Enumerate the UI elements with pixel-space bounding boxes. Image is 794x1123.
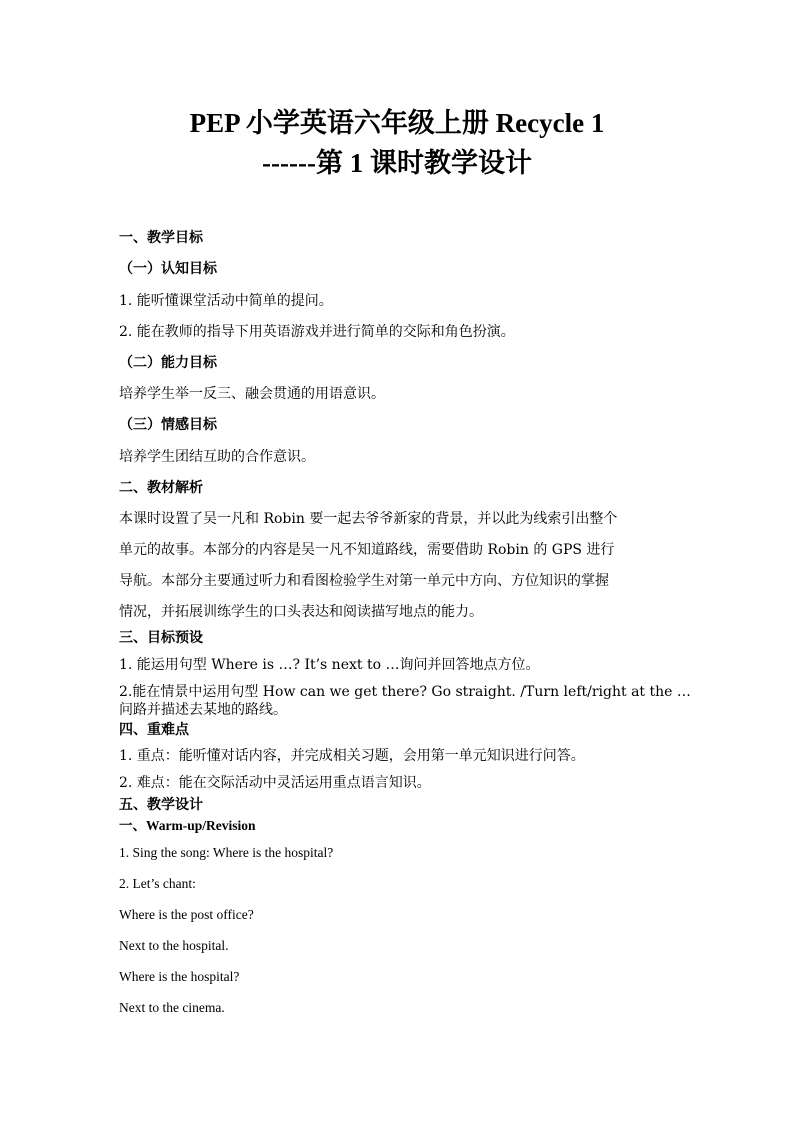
document-subtitle: ------第 1 课时教学设计 — [262, 148, 532, 178]
subsection-heading-emotion: （三）情感目标 — [119, 417, 217, 433]
design-line: 2. Let’s chant: — [119, 876, 196, 891]
section-heading-goals: 三、目标预设 — [119, 630, 203, 646]
section-heading-analysis: 二、教材解析 — [119, 480, 203, 496]
section-heading-keypoints: 四、重难点 — [119, 722, 189, 738]
goal-item: 2.能在情景中运用句型 How can we get there? Go straight. /Turn left/right at the … — [119, 684, 691, 700]
goal-item-continued: 问路并描述去某地的路线。 — [119, 702, 287, 718]
keypoint-item: 2. 难点：能在交际活动中灵活运用重点语言知识。 — [119, 775, 431, 791]
ability-text: 培养学生举一反三、融会贯通的用语意识。 — [119, 386, 385, 402]
design-line: Where is the post office? — [119, 907, 254, 922]
cognitive-item: 1. 能听懂课堂活动中简单的提问。 — [119, 293, 333, 309]
keypoint-item: 1. 重点：能听懂对话内容，并完成相关习题，会用第一单元知识进行问答。 — [119, 748, 585, 764]
analysis-line: 情况，并拓展训练学生的口头表达和阅读描写地点的能力。 — [119, 604, 483, 620]
analysis-line: 单元的故事。本部分的内容是吴一凡不知道路线，需要借助 Robin 的 GPS 进行 — [119, 542, 615, 558]
subsection-heading-ability: （二）能力目标 — [119, 355, 217, 371]
design-line: Next to the cinema. — [119, 1000, 225, 1015]
section-heading-design: 五、教学设计 — [119, 797, 203, 813]
goal-item: 1. 能运用句型 Where is …? It’s next to …询问并回答地点方位。 — [119, 657, 540, 673]
subsection-heading-cognitive: （一）认知目标 — [119, 261, 217, 277]
document-title: PEP 小学英语六年级上册 Recycle 1 — [189, 108, 605, 138]
design-line: 1. Sing the song: Where is the hospital? — [119, 845, 334, 860]
cognitive-item: 2. 能在教师的指导下用英语游戏并进行简单的交际和角色扮演。 — [119, 324, 515, 340]
design-line: Where is the hospital? — [119, 969, 240, 984]
design-subheading: 一、Warm-up/Revision — [119, 818, 256, 833]
emotion-text: 培养学生团结互助的合作意识。 — [119, 449, 315, 465]
analysis-line: 导航。本部分主要通过听力和看图检验学生对第一单元中方向、方位知识的掌握 — [119, 573, 609, 589]
analysis-line: 本课时设置了吴一凡和 Robin 要一起去爷爷新家的背景，并以此为线索引出整个 — [119, 511, 618, 527]
section-heading-objectives: 一、教学目标 — [119, 230, 203, 246]
design-line: Next to the hospital. — [119, 938, 229, 953]
